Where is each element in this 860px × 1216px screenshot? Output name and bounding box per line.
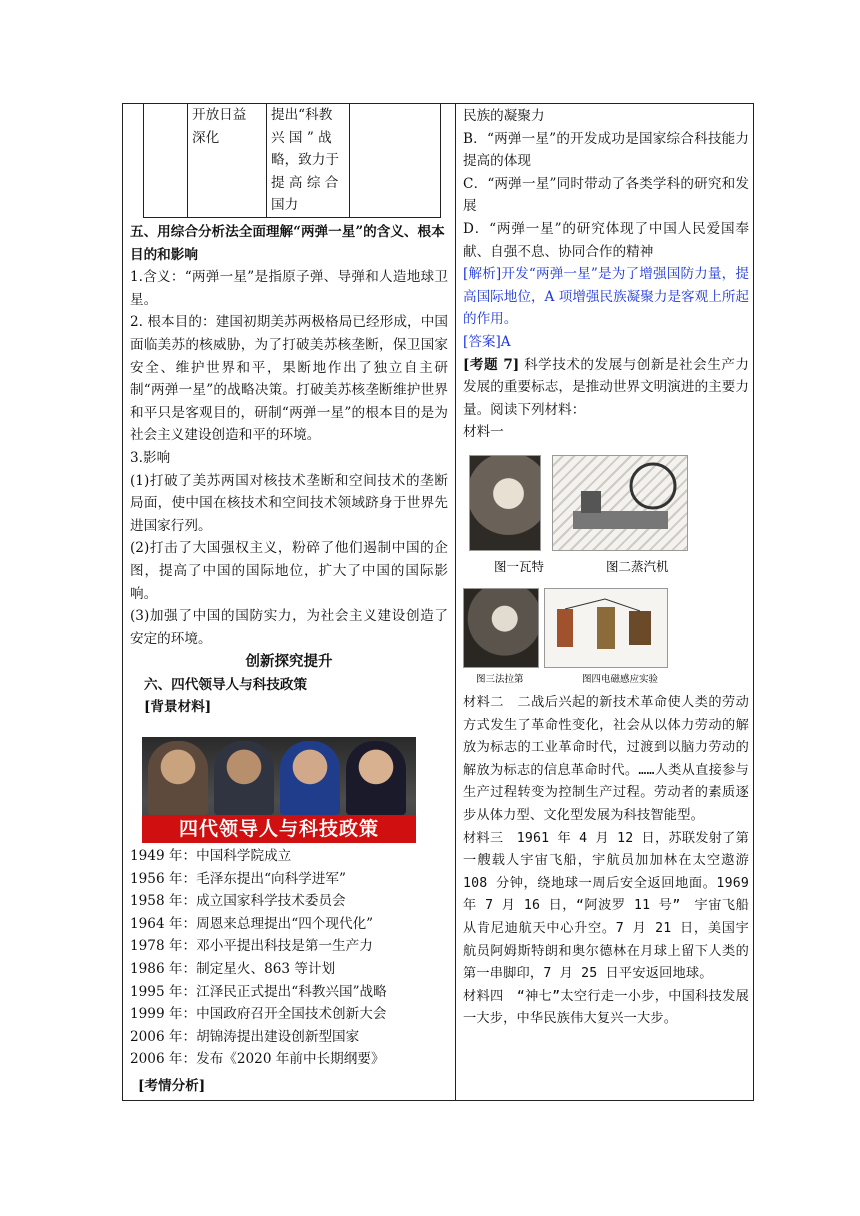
inner-cell-empty [350,104,441,218]
timeline [130,845,448,1098]
inner-text: 略，致力于 [271,152,339,169]
inner-cell-policy [267,104,350,218]
material3-paragraph: 材料三 1961 年 4 月 12 日，苏联发射了第一艘载人宇宙飞船，宇航员加加林在太空遨游 108 分钟，绕地球一周后安全返回地面。1969 年 7 月 16 日，“阿波罗 11 号” 宇宙飞船从肯尼迪航天中心升空。7 月 21 日，美国宇航员阿姆斯特朗和奥尔德林在月球上留下人类的第一串脚印，7 月 25 日平安返回地球。 [463,830,749,982]
analysis-label: [考情分析] [138,1077,206,1094]
option-d: D．“两弹一星”的研究体现了中国人民爱国奉献、自强不息、协同合作的精神 [463,220,749,260]
column-divider [455,103,456,1101]
watt-portrait-image [469,455,541,551]
caption-induction: 图四电磁感应实验 [582,674,659,685]
portrait-2 [214,741,274,815]
timeline-item: 2006 年：胡锦涛提出建设创新型国家 [130,1028,360,1045]
portrait-3 [280,741,340,815]
section6-title: 六、四代领导人与科技政策 [144,676,308,693]
question7-text: 科学技术的发展与创新是社会生产力发展的重要标志，是推动世界文明演进的主要力量。阅读下列材料： [463,356,750,418]
timeline-item: 1995 年：江泽民正式提出“科教兴国”战略 [130,983,387,1000]
inner-text: 兴 国 ” 战 [271,129,332,146]
inner-text: 开放日益 [192,107,247,123]
option-b: B．“两弹一星”的开发成功是国家综合科技能力提高的体现 [463,130,749,170]
inner-text: 提出“科教 [271,107,333,123]
steam-engine-icon [553,456,687,550]
material1-label: 材料一 [463,424,504,441]
analysis-text: [解析]开发“两弹一星”是为了增强国防力量，提高国际地位，A 项增强民族凝聚力是客观上所起的作用。 [463,266,750,328]
impact-title: 3.影响 [130,449,171,466]
left-column [130,221,448,719]
timeline-item: 1958 年：成立国家科学技术委员会 [130,893,346,910]
impact-2: (2)打击了大国强权主义，粉碎了他们遏制中国的企图，提高了中国的国际地位，扩大了中国的国际影响。 [130,540,448,602]
induction-experiment-image [544,588,668,668]
leaders-banner-image [142,737,416,843]
timeline-item: 1956 年：毛泽东提出“向科学进军” [130,870,346,887]
timeline-item: 2006 年：发布《2020 年前中长期纲要》 [130,1051,385,1068]
right-column-materials [463,692,749,1031]
purpose-paragraph: 2. 根本目的：建国初期美苏两极格局已经形成，中国面临美苏的核威胁，为了打破美苏核垄断，保卫国家安全、维护世界和平，果断地作出了独立自主研制“两弹一星”的战略决策。打破美苏核垄断维护世界和平只是客观目的，研制“两弹一星”的根本目的是为社会主义建设创造和平的环境。 [130,314,448,444]
caption-faraday: 图三法拉第 [476,674,524,685]
steam-engine-image [552,455,688,551]
timeline-item: 1949 年：中国科学院成立 [130,848,292,864]
inner-text: 提 高 综 合 [271,174,339,191]
inner-cell-development [188,104,267,218]
portrait-1 [148,741,208,815]
impact-3: (3)加强了中国的国防实力，为社会主义建设创造了安定的环境。 [130,608,448,647]
caption-steam-engine: 图二蒸汽机 [606,559,669,574]
timeline-item: 1978 年：邓小平提出科技是第一生产力 [130,938,373,955]
inner-cell-empty [144,104,188,218]
question7-label: [考题 7] [463,356,520,373]
coil-apparatus-icon [545,589,667,667]
answer-text: [答案]A [463,333,511,350]
faraday-portrait-image [463,588,539,668]
background-label: [背景材料] [144,699,212,716]
impact-1: (1)打破了美苏两国对核技术垄断和空间技术的垄断局面，使中国在核技术和空间技术领域跻身于世界先进国家行列。 [130,472,448,534]
inner-text: 国力 [271,197,299,214]
caption-watt: 图一瓦特 [494,559,545,574]
right-column-top [463,105,749,444]
meaning-paragraph: 1.含义：“两弹一星”是指原子弹、导弹和人造地球卫星。 [130,269,448,308]
section5-title: 五、用综合分析法全面理解“两弹一星”的含义、根本目的和影响 [130,224,445,263]
material4-paragraph: 材料四 “神七”太空行走一小步，中国科技发展一大步，中华民族伟大复兴一大步。 [463,988,749,1027]
inner-text: 深化 [192,129,220,146]
timeline-item: 1986 年：制定星火、863 等计划 [130,960,336,977]
timeline-item: 1964 年：周恩来总理提出“四个现代化” [130,915,374,932]
option-c: C．“两弹一星”同时带动了各类学科的研究和发展 [463,175,749,215]
timeline-item: 1999 年：中国政府召开全国技术创新大会 [130,1006,387,1023]
material2-paragraph: 材料二 二战后兴起的新技术革命使人类的劳动方式发生了革命性变化，社会从以体力劳动的解放为标志的工业革命时代，过渡到以脑力劳动的解放为标志的信息革命时代。……人类从直接参与生产过程转变为控制生产过程。劳动者的素质逐步从体力型、文化型发展为科技智能型。 [463,695,749,823]
inner-table [143,103,441,218]
innovation-title: 创新探究提升 [245,653,333,671]
continued-text: 民族的凝聚力 [463,108,545,124]
portrait-4 [346,741,406,815]
banner-caption: 四代领导人与科技政策 [142,815,416,843]
